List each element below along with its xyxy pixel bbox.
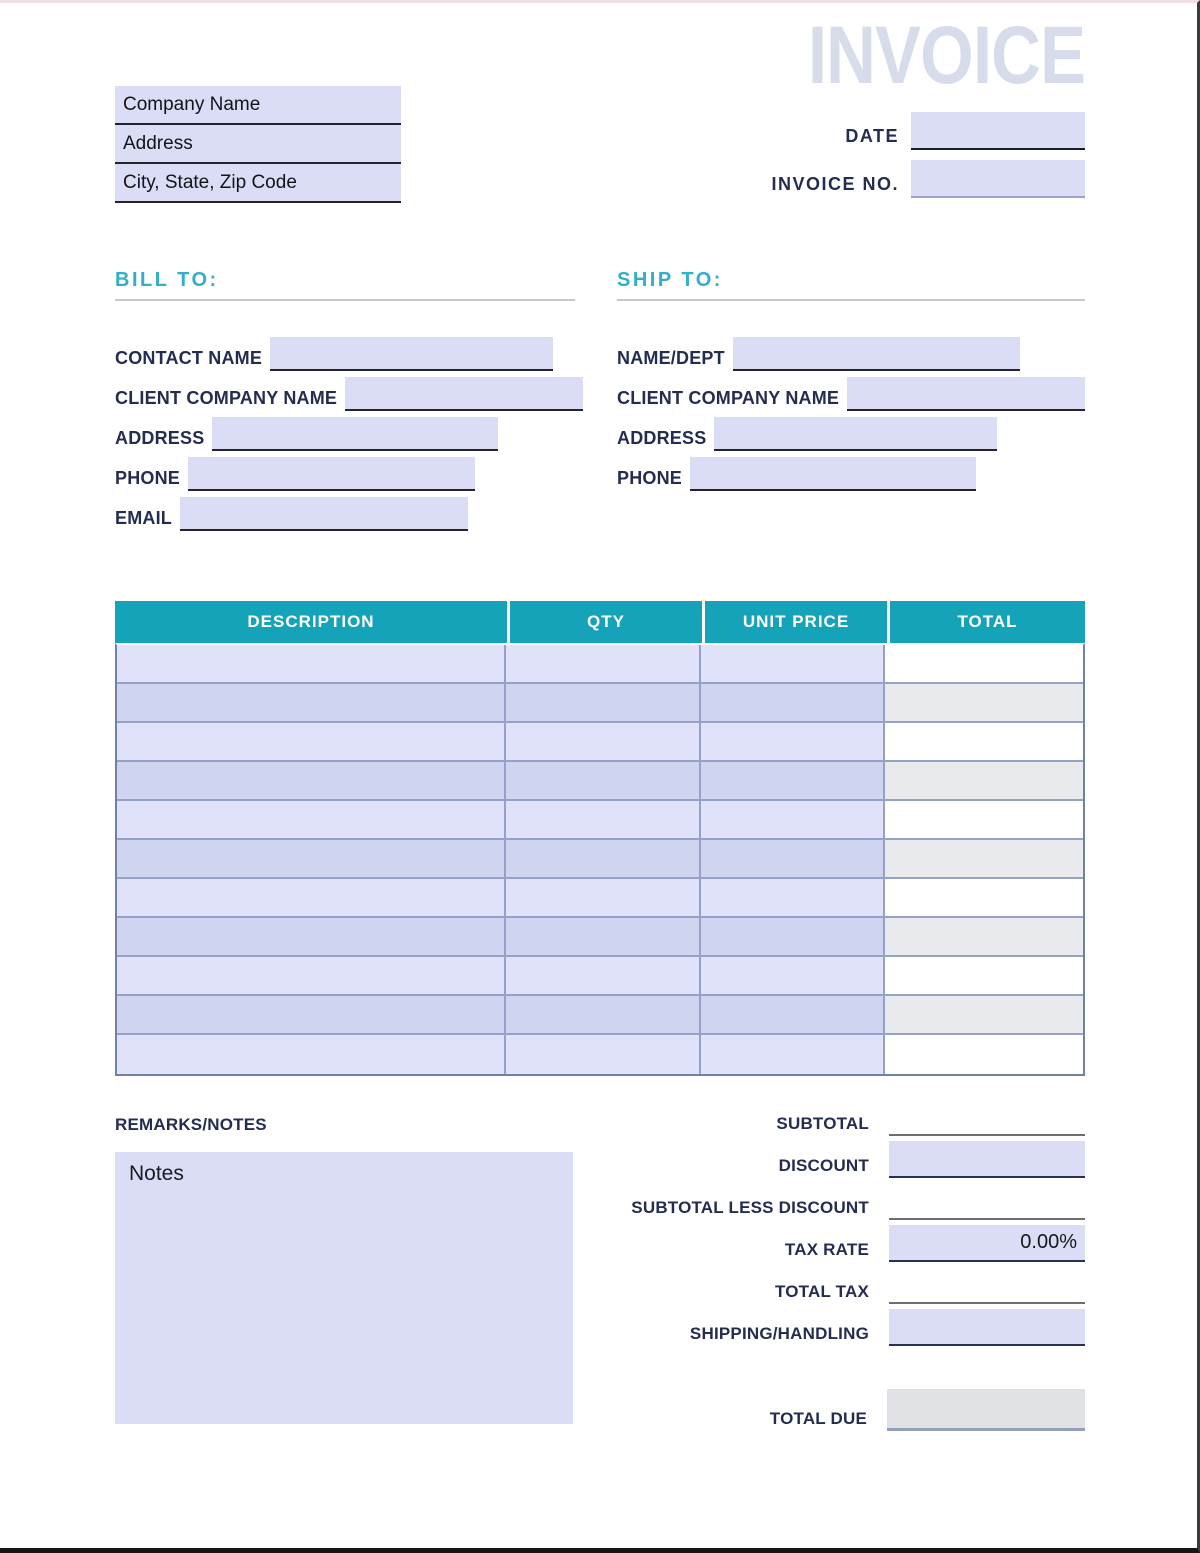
invoice-no-input[interactable]: [911, 160, 1085, 198]
invoice-no-label: INVOICE NO.: [771, 174, 899, 194]
subtotal-less-discount-label: SUBTOTAL LESS DISCOUNT: [631, 1198, 869, 1217]
total-due-value: [887, 1389, 1085, 1431]
bill-address-label: ADDRESS: [115, 428, 205, 448]
table-row: [117, 996, 1083, 1035]
page-title: INVOICE: [807, 10, 1085, 101]
bill-client-company-label: CLIENT COMPANY NAME: [115, 388, 338, 408]
ship-to-fields: [617, 337, 1087, 497]
qty-cell[interactable]: [506, 762, 701, 799]
discount-row: [600, 1141, 1085, 1178]
unit-price-cell[interactable]: [701, 879, 886, 916]
ship-address-input[interactable]: [714, 417, 997, 451]
qty-cell[interactable]: [506, 723, 701, 760]
table-row: [117, 762, 1083, 801]
unit-price-cell[interactable]: [701, 840, 886, 877]
total-cell: [885, 918, 1083, 955]
qty-cell[interactable]: [506, 840, 701, 877]
subtotal-less-discount-value: [889, 1190, 1085, 1220]
totals-section: [600, 1099, 1085, 1351]
unit-price-cell[interactable]: [701, 645, 886, 682]
date-input[interactable]: [911, 112, 1085, 150]
tax-rate-input[interactable]: [889, 1225, 1085, 1262]
notes-textarea[interactable]: [115, 1152, 573, 1424]
ship-to-heading: SHIP TO:: [617, 269, 723, 291]
bill-address-row: [115, 417, 585, 451]
bill-contact-name-label: CONTACT NAME: [115, 348, 263, 368]
discount-label: DISCOUNT: [778, 1156, 869, 1175]
column-header-description: DESCRIPTION: [247, 612, 375, 631]
description-cell[interactable]: [117, 684, 506, 721]
ship-to-divider: [617, 299, 1085, 301]
bill-contact-name-row: [115, 337, 585, 371]
bill-client-company-input[interactable]: [345, 377, 583, 411]
ship-name-dept-input[interactable]: [733, 337, 1020, 371]
column-header-qty: QTY: [507, 601, 702, 643]
bill-email-label: EMAIL: [115, 508, 172, 528]
bill-client-company-row: [115, 377, 585, 411]
qty-cell[interactable]: [506, 1035, 701, 1074]
bill-contact-name-input[interactable]: [270, 337, 553, 371]
column-header-unit-price: UNIT PRICE: [702, 601, 887, 643]
tax-rate-label: TAX RATE: [784, 1240, 869, 1259]
qty-cell[interactable]: [506, 996, 701, 1033]
ship-address-label: ADDRESS: [617, 428, 707, 448]
subtotal-row: [600, 1099, 1085, 1136]
company-block: [115, 86, 401, 203]
ship-phone-row: [617, 457, 1087, 491]
ship-address-row: [617, 417, 1087, 451]
tax-rate-row: [600, 1225, 1085, 1262]
unit-price-cell[interactable]: [701, 801, 886, 838]
ship-client-company-label: CLIENT COMPANY NAME: [617, 388, 840, 408]
qty-cell[interactable]: [506, 879, 701, 916]
total-cell: [885, 801, 1083, 838]
table-row: [117, 1035, 1083, 1074]
ship-name-dept-row: [617, 337, 1087, 371]
table-row: [117, 684, 1083, 723]
total-tax-value: [889, 1274, 1085, 1304]
total-cell: [885, 684, 1083, 721]
shipping-handling-input[interactable]: [889, 1309, 1085, 1346]
items-table: [115, 601, 1085, 1076]
company-address-input[interactable]: [115, 125, 401, 164]
unit-price-cell[interactable]: [701, 957, 886, 994]
subtotal-less-discount-row: [600, 1183, 1085, 1220]
items-table-header: [115, 601, 1085, 643]
description-cell[interactable]: [117, 957, 506, 994]
bill-to-heading: BILL TO:: [115, 269, 219, 291]
ship-name-dept-label: NAME/DEPT: [617, 348, 725, 368]
table-row: [117, 957, 1083, 996]
bill-phone-label: PHONE: [115, 468, 181, 488]
items-table-body: [115, 643, 1085, 1076]
bill-email-row: [115, 497, 585, 531]
unit-price-cell[interactable]: [701, 1035, 886, 1074]
bill-address-input[interactable]: [212, 417, 498, 451]
column-header-total: TOTAL: [887, 601, 1085, 643]
total-cell: [885, 957, 1083, 994]
table-row: [117, 840, 1083, 879]
ship-phone-input[interactable]: [690, 457, 976, 491]
qty-cell[interactable]: [506, 918, 701, 955]
shipping-handling-label: SHIPPING/HANDLING: [689, 1324, 869, 1343]
ship-client-company-row: [617, 377, 1087, 411]
total-cell: [885, 645, 1083, 682]
unit-price-cell[interactable]: [701, 996, 886, 1033]
total-due-label: TOTAL DUE: [769, 1409, 867, 1428]
unit-price-cell[interactable]: [701, 723, 886, 760]
table-row: [117, 918, 1083, 957]
qty-cell[interactable]: [506, 684, 701, 721]
total-cell: [885, 762, 1083, 799]
subtotal-label: SUBTOTAL: [776, 1114, 869, 1133]
discount-input[interactable]: [889, 1141, 1085, 1178]
description-cell[interactable]: [117, 879, 506, 916]
total-tax-label: TOTAL TAX: [774, 1282, 869, 1301]
description-cell[interactable]: [117, 996, 506, 1033]
unit-price-cell[interactable]: [701, 918, 886, 955]
unit-price-cell[interactable]: [701, 684, 886, 721]
company-city-state-zip-input[interactable]: [115, 164, 401, 203]
company-name-input[interactable]: [115, 86, 401, 125]
ship-client-company-input[interactable]: [847, 377, 1085, 411]
qty-cell[interactable]: [506, 957, 701, 994]
table-row: [117, 645, 1083, 684]
shipping-handling-row: [600, 1309, 1085, 1346]
bill-phone-row: [115, 457, 585, 491]
date-label: DATE: [845, 126, 899, 146]
bill-to-fields: [115, 337, 585, 537]
remarks-notes-label: REMARKS/NOTES: [115, 1115, 267, 1134]
qty-cell[interactable]: [506, 801, 701, 838]
date-row: [830, 112, 1085, 150]
description-cell[interactable]: [117, 801, 506, 838]
description-cell[interactable]: [117, 723, 506, 760]
description-cell[interactable]: [117, 1035, 506, 1074]
invoice-no-row: [755, 160, 1085, 198]
bill-to-divider: [115, 299, 575, 301]
table-row: [117, 801, 1083, 840]
total-cell: [885, 723, 1083, 760]
table-row: [117, 879, 1083, 918]
table-row: [117, 723, 1083, 762]
unit-price-cell[interactable]: [701, 762, 886, 799]
total-cell: [885, 1035, 1083, 1074]
bill-phone-input[interactable]: [188, 457, 475, 491]
description-cell[interactable]: [117, 840, 506, 877]
description-cell[interactable]: [117, 762, 506, 799]
subtotal-value: [889, 1106, 1085, 1136]
total-cell: [885, 996, 1083, 1033]
ship-phone-label: PHONE: [617, 468, 683, 488]
total-due-row: [600, 1389, 1085, 1431]
total-tax-row: [600, 1267, 1085, 1304]
bill-email-input[interactable]: [180, 497, 468, 531]
description-cell[interactable]: [117, 918, 506, 955]
total-cell: [885, 840, 1083, 877]
total-cell: [885, 879, 1083, 916]
qty-cell[interactable]: [506, 645, 701, 682]
description-cell[interactable]: [117, 645, 506, 682]
